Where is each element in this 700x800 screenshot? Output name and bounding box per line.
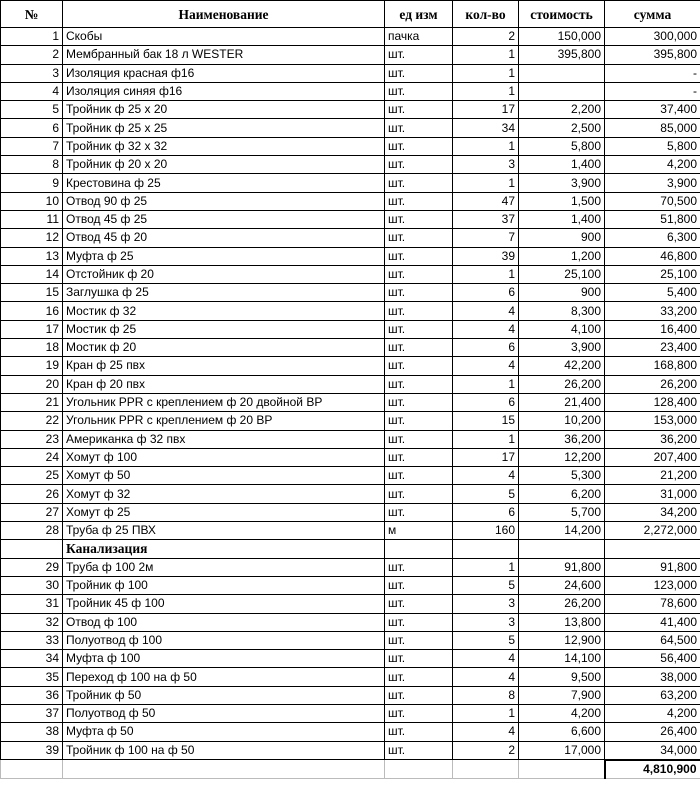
item-name: Заглушка ф 25	[63, 284, 385, 302]
item-name: Тройник ф 50	[63, 686, 385, 704]
row-number: 17	[1, 320, 63, 338]
item-price: 900	[519, 284, 605, 302]
item-price: 1,200	[519, 247, 605, 265]
item-qty: 39	[453, 247, 519, 265]
item-price: 8,300	[519, 302, 605, 320]
item-name: Хомут ф 25	[63, 503, 385, 521]
row-number: 1	[1, 28, 63, 46]
item-name: Американка ф 32 пвх	[63, 430, 385, 448]
table-row	[1, 284, 700, 302]
grand-total: 4,810,900	[605, 760, 700, 779]
item-unit: шт.	[385, 339, 453, 357]
row-number: 8	[1, 156, 63, 174]
item-unit: шт.	[385, 192, 453, 210]
row-number: 12	[1, 229, 63, 247]
row-number: 37	[1, 704, 63, 722]
item-unit: шт.	[385, 247, 453, 265]
item-qty: 1	[453, 265, 519, 283]
item-name: Мостик ф 20	[63, 339, 385, 357]
item-price: 1,500	[519, 192, 605, 210]
row-number: 39	[1, 741, 63, 760]
table-row	[1, 174, 700, 192]
item-qty: 1	[453, 375, 519, 393]
item-unit: шт.	[385, 302, 453, 320]
item-qty: 2	[453, 741, 519, 760]
item-unit: шт.	[385, 467, 453, 485]
table-row	[1, 522, 700, 540]
row-number: 24	[1, 448, 63, 466]
item-name: Кран ф 20 пвх	[63, 375, 385, 393]
item-qty: 6	[453, 503, 519, 521]
row-number: 6	[1, 119, 63, 137]
item-unit: шт.	[385, 357, 453, 375]
item-unit: шт.	[385, 393, 453, 411]
item-qty: 3	[453, 156, 519, 174]
item-name: Муфта ф 50	[63, 723, 385, 741]
table-row	[1, 467, 700, 485]
item-name: Тройник ф 32 х 32	[63, 137, 385, 155]
row-number: 5	[1, 101, 63, 119]
item-price	[519, 82, 605, 100]
item-unit: шт.	[385, 613, 453, 631]
row-number: 13	[1, 247, 63, 265]
item-unit: шт.	[385, 558, 453, 576]
item-name: Мостик ф 25	[63, 320, 385, 338]
item-sum: 78,600	[605, 595, 700, 613]
table-row	[1, 82, 700, 100]
item-unit: шт.	[385, 595, 453, 613]
row-number: 25	[1, 467, 63, 485]
item-unit: шт.	[385, 704, 453, 722]
item-sum: 85,000	[605, 119, 700, 137]
table-row	[1, 339, 700, 357]
item-sum: 123,000	[605, 576, 700, 594]
item-name: Тройник ф 20 х 20	[63, 156, 385, 174]
table-row	[1, 210, 700, 228]
item-sum: 300,000	[605, 28, 700, 46]
item-qty: 3	[453, 595, 519, 613]
item-sum: 70,500	[605, 192, 700, 210]
item-unit: шт.	[385, 668, 453, 686]
item-unit: шт.	[385, 156, 453, 174]
item-qty: 1	[453, 137, 519, 155]
header-price: стоимость	[519, 1, 605, 28]
item-sum: 16,400	[605, 320, 700, 338]
item-unit: шт.	[385, 448, 453, 466]
table-row	[1, 192, 700, 210]
table-row	[1, 302, 700, 320]
item-sum: 5,400	[605, 284, 700, 302]
item-name: Полуотвод ф 50	[63, 704, 385, 722]
item-qty: 1	[453, 430, 519, 448]
table-row	[1, 576, 700, 594]
table-row	[1, 595, 700, 613]
item-price: 5,800	[519, 137, 605, 155]
item-qty: 4	[453, 320, 519, 338]
item-name: Тройник 45 ф 100	[63, 595, 385, 613]
item-sum: 26,400	[605, 723, 700, 741]
item-sum: 63,200	[605, 686, 700, 704]
item-unit: шт.	[385, 119, 453, 137]
item-sum: 51,800	[605, 210, 700, 228]
item-qty: 6	[453, 339, 519, 357]
item-sum: 38,000	[605, 668, 700, 686]
item-price	[519, 64, 605, 82]
item-name: Крестовина ф 25	[63, 174, 385, 192]
item-price: 150,000	[519, 28, 605, 46]
item-name: Изоляция синяя ф16	[63, 82, 385, 100]
item-qty: 1	[453, 174, 519, 192]
item-qty: 4	[453, 302, 519, 320]
table-row	[1, 229, 700, 247]
item-unit: шт.	[385, 265, 453, 283]
item-price: 13,800	[519, 613, 605, 631]
row-number: 21	[1, 393, 63, 411]
item-sum: 207,400	[605, 448, 700, 466]
section-empty-cell	[605, 540, 700, 558]
footer-empty-cell	[1, 760, 63, 779]
item-price: 4,100	[519, 320, 605, 338]
row-number: 9	[1, 174, 63, 192]
item-name: Отвод 90 ф 25	[63, 192, 385, 210]
table-row	[1, 64, 700, 82]
row-number: 3	[1, 64, 63, 82]
item-price: 3,900	[519, 174, 605, 192]
table-row	[1, 704, 700, 722]
item-name: Труба ф 100 2м	[63, 558, 385, 576]
item-name: Труба ф 25 ПВХ	[63, 522, 385, 540]
item-price: 14,100	[519, 650, 605, 668]
section-empty-cell	[453, 540, 519, 558]
row-number: 32	[1, 613, 63, 631]
item-sum: 4,200	[605, 704, 700, 722]
item-qty: 7	[453, 229, 519, 247]
footer-empty-cell	[519, 760, 605, 779]
item-price: 4,200	[519, 704, 605, 722]
item-name: Скобы	[63, 28, 385, 46]
item-unit: шт.	[385, 686, 453, 704]
item-unit: шт.	[385, 576, 453, 594]
table-row	[1, 28, 700, 46]
item-qty: 4	[453, 668, 519, 686]
item-qty: 2	[453, 28, 519, 46]
row-number: 33	[1, 631, 63, 649]
row-number: 36	[1, 686, 63, 704]
item-sum: 37,400	[605, 101, 700, 119]
item-sum: -	[605, 82, 700, 100]
item-qty: 1	[453, 46, 519, 64]
row-number: 35	[1, 668, 63, 686]
table-row	[1, 119, 700, 137]
item-price: 36,200	[519, 430, 605, 448]
item-qty: 47	[453, 192, 519, 210]
table-row	[1, 320, 700, 338]
item-price: 17,000	[519, 741, 605, 760]
table-row	[1, 430, 700, 448]
row-number: 34	[1, 650, 63, 668]
item-unit: шт.	[385, 723, 453, 741]
item-qty: 17	[453, 101, 519, 119]
table-row	[1, 46, 700, 64]
table-row	[1, 101, 700, 119]
item-sum: 128,400	[605, 393, 700, 411]
item-sum: 2,272,000	[605, 522, 700, 540]
item-unit: пачка	[385, 28, 453, 46]
item-unit: шт.	[385, 741, 453, 760]
item-qty: 15	[453, 412, 519, 430]
item-name: Переход ф 100 на ф 50	[63, 668, 385, 686]
section-row	[1, 540, 700, 558]
item-qty: 1	[453, 82, 519, 100]
header-qty: кол-во	[453, 1, 519, 28]
item-qty: 160	[453, 522, 519, 540]
item-unit: м	[385, 522, 453, 540]
row-number: 26	[1, 485, 63, 503]
table-row	[1, 393, 700, 411]
item-price: 6,200	[519, 485, 605, 503]
item-qty: 6	[453, 393, 519, 411]
table-row	[1, 485, 700, 503]
row-number: 19	[1, 357, 63, 375]
section-empty-cell	[385, 540, 453, 558]
item-unit: шт.	[385, 412, 453, 430]
item-sum: 168,800	[605, 357, 700, 375]
item-qty: 6	[453, 284, 519, 302]
row-number: 28	[1, 522, 63, 540]
row-number: 18	[1, 339, 63, 357]
item-unit: шт.	[385, 82, 453, 100]
item-sum: 36,200	[605, 430, 700, 448]
item-sum: 3,900	[605, 174, 700, 192]
item-qty: 17	[453, 448, 519, 466]
table-row	[1, 448, 700, 466]
item-sum: 46,800	[605, 247, 700, 265]
item-unit: шт.	[385, 64, 453, 82]
footer-empty-cell	[453, 760, 519, 779]
row-number: 22	[1, 412, 63, 430]
row-number: 30	[1, 576, 63, 594]
item-price: 26,200	[519, 595, 605, 613]
item-unit: шт.	[385, 229, 453, 247]
item-unit: шт.	[385, 631, 453, 649]
table-row	[1, 558, 700, 576]
table-row	[1, 650, 700, 668]
item-qty: 5	[453, 576, 519, 594]
item-price: 2,200	[519, 101, 605, 119]
item-sum: 6,300	[605, 229, 700, 247]
row-number: 14	[1, 265, 63, 283]
item-price: 6,600	[519, 723, 605, 741]
table-row	[1, 137, 700, 155]
item-price: 7,900	[519, 686, 605, 704]
item-name: Изоляция красная ф16	[63, 64, 385, 82]
item-name: Отвод ф 100	[63, 613, 385, 631]
item-unit: шт.	[385, 430, 453, 448]
table-row	[1, 247, 700, 265]
footer-empty-cell	[385, 760, 453, 779]
table-row	[1, 156, 700, 174]
header-row	[1, 1, 700, 28]
item-name: Отвод 45 ф 20	[63, 229, 385, 247]
item-name: Тройник ф 100	[63, 576, 385, 594]
row-number: 38	[1, 723, 63, 741]
sewage-items	[1, 558, 700, 760]
item-qty: 4	[453, 357, 519, 375]
table-row	[1, 412, 700, 430]
item-unit: шт.	[385, 284, 453, 302]
item-name: Угольник PPR с креплением ф 20 ВР	[63, 412, 385, 430]
item-price: 1,400	[519, 210, 605, 228]
item-unit: шт.	[385, 101, 453, 119]
row-number: 11	[1, 210, 63, 228]
item-price: 26,200	[519, 375, 605, 393]
row-number: 16	[1, 302, 63, 320]
row-number: 10	[1, 192, 63, 210]
table-row	[1, 613, 700, 631]
item-qty: 8	[453, 686, 519, 704]
item-name: Тройник ф 25 х 20	[63, 101, 385, 119]
item-name: Отвод 45 ф 25	[63, 210, 385, 228]
item-sum: 31,000	[605, 485, 700, 503]
item-price: 395,800	[519, 46, 605, 64]
table-row	[1, 265, 700, 283]
item-name: Муфта ф 100	[63, 650, 385, 668]
item-name: Тройник ф 25 х 25	[63, 119, 385, 137]
row-number: 15	[1, 284, 63, 302]
item-price: 25,100	[519, 265, 605, 283]
item-qty: 5	[453, 485, 519, 503]
item-price: 2,500	[519, 119, 605, 137]
item-price: 900	[519, 229, 605, 247]
item-price: 24,600	[519, 576, 605, 594]
section-num-cell	[1, 540, 63, 558]
item-sum: 34,200	[605, 503, 700, 521]
item-sum: 26,200	[605, 375, 700, 393]
item-qty: 37	[453, 210, 519, 228]
item-sum: 91,800	[605, 558, 700, 576]
table-row	[1, 686, 700, 704]
section-title: Канализация	[63, 540, 385, 558]
item-sum: 21,200	[605, 467, 700, 485]
item-sum: 4,200	[605, 156, 700, 174]
item-sum: 395,800	[605, 46, 700, 64]
item-price: 91,800	[519, 558, 605, 576]
item-unit: шт.	[385, 485, 453, 503]
item-unit: шт.	[385, 174, 453, 192]
item-sum: 23,400	[605, 339, 700, 357]
item-name: Хомут ф 100	[63, 448, 385, 466]
item-name: Мембранный бак 18 л WESTER	[63, 46, 385, 64]
table-row	[1, 723, 700, 741]
item-unit: шт.	[385, 503, 453, 521]
item-qty: 4	[453, 650, 519, 668]
total-row	[1, 760, 700, 779]
row-number: 2	[1, 46, 63, 64]
item-name: Угольник PPR с креплением ф 20 двойной ВР	[63, 393, 385, 411]
item-price: 5,700	[519, 503, 605, 521]
item-price: 12,200	[519, 448, 605, 466]
item-unit: шт.	[385, 137, 453, 155]
row-number: 20	[1, 375, 63, 393]
item-sum: 56,400	[605, 650, 700, 668]
table-row	[1, 668, 700, 686]
item-unit: шт.	[385, 650, 453, 668]
item-qty: 1	[453, 704, 519, 722]
row-number: 7	[1, 137, 63, 155]
plumbing-items	[1, 28, 700, 540]
item-name: Муфта ф 25	[63, 247, 385, 265]
item-name: Отстойник ф 20	[63, 265, 385, 283]
item-price: 21,400	[519, 393, 605, 411]
item-price: 14,200	[519, 522, 605, 540]
item-qty: 4	[453, 723, 519, 741]
table-row	[1, 631, 700, 649]
item-qty: 1	[453, 558, 519, 576]
row-number: 31	[1, 595, 63, 613]
item-qty: 34	[453, 119, 519, 137]
item-name: Хомут ф 50	[63, 467, 385, 485]
item-price: 9,500	[519, 668, 605, 686]
item-qty: 1	[453, 64, 519, 82]
item-price: 1,400	[519, 156, 605, 174]
item-sum: 33,200	[605, 302, 700, 320]
table-row	[1, 375, 700, 393]
header-num: №	[1, 1, 63, 28]
item-name: Кран ф 25 пвх	[63, 357, 385, 375]
row-number: 29	[1, 558, 63, 576]
table-row	[1, 357, 700, 375]
item-price: 10,200	[519, 412, 605, 430]
item-name: Хомут ф 32	[63, 485, 385, 503]
item-sum: -	[605, 64, 700, 82]
item-unit: шт.	[385, 210, 453, 228]
item-sum: 34,000	[605, 741, 700, 760]
item-qty: 4	[453, 467, 519, 485]
item-price: 3,900	[519, 339, 605, 357]
footer-empty-cell	[63, 760, 385, 779]
item-sum: 5,800	[605, 137, 700, 155]
item-sum: 64,500	[605, 631, 700, 649]
item-sum: 41,400	[605, 613, 700, 631]
item-unit: шт.	[385, 46, 453, 64]
table-row	[1, 741, 700, 760]
row-number: 4	[1, 82, 63, 100]
row-number: 27	[1, 503, 63, 521]
item-unit: шт.	[385, 320, 453, 338]
item-qty: 3	[453, 613, 519, 631]
item-name: Полуотвод ф 100	[63, 631, 385, 649]
item-unit: шт.	[385, 375, 453, 393]
item-sum: 25,100	[605, 265, 700, 283]
header-name: Наименование	[63, 1, 385, 28]
item-sum: 153,000	[605, 412, 700, 430]
item-qty: 5	[453, 631, 519, 649]
row-number: 23	[1, 430, 63, 448]
table-row	[1, 503, 700, 521]
header-unit: ед изм	[385, 1, 453, 28]
item-name: Тройник ф 100 на ф 50	[63, 741, 385, 760]
item-price: 5,300	[519, 467, 605, 485]
item-price: 12,900	[519, 631, 605, 649]
item-price: 42,200	[519, 357, 605, 375]
item-name: Мостик ф 32	[63, 302, 385, 320]
section-row-group	[1, 540, 700, 558]
header-sum: сумма	[605, 1, 700, 28]
section-empty-cell	[519, 540, 605, 558]
